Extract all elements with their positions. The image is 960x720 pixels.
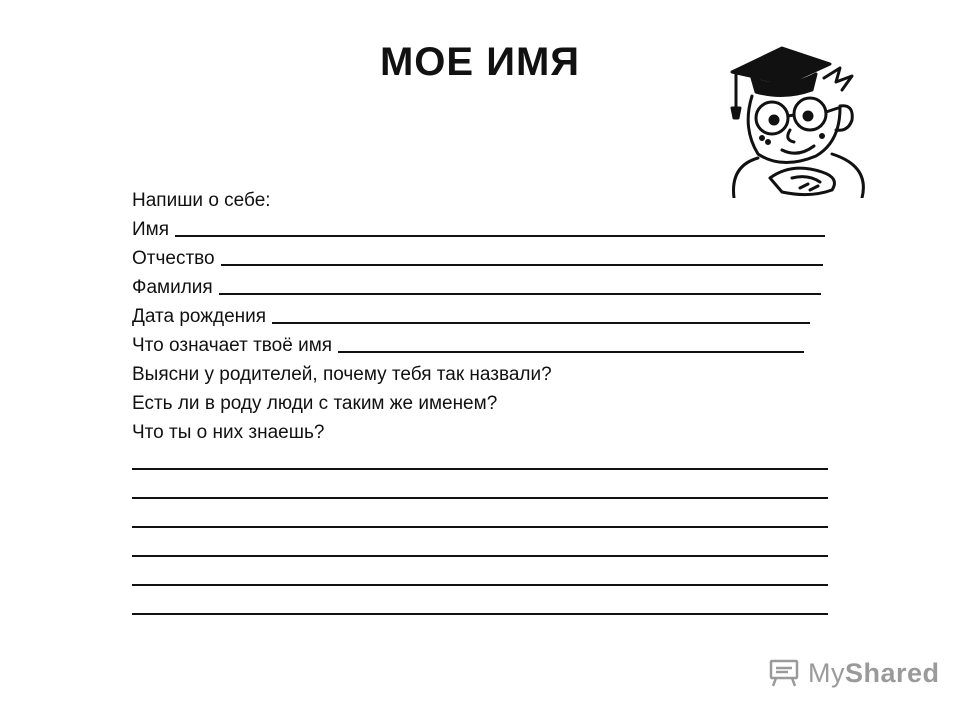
student-cartoon-illustration — [712, 38, 882, 198]
field-row-surname — [132, 273, 852, 302]
field-row-patronymic — [132, 244, 852, 273]
field-line-surname[interactable] — [219, 293, 821, 295]
myshared-watermark — [768, 656, 940, 690]
answer-line[interactable] — [132, 505, 852, 534]
field-row-birth-date — [132, 302, 852, 331]
field-label-patronymic: Отчество — [132, 248, 215, 269]
field-label-first-name: Имя — [132, 219, 170, 240]
answer-line[interactable] — [132, 534, 852, 563]
field-line-name-meaning[interactable] — [338, 351, 804, 353]
question-why-named: Выясни у родителей, почему тебя так назвали? — [132, 364, 552, 385]
field-line-birth-date[interactable] — [272, 322, 810, 324]
field-label-surname: Фамилия — [132, 277, 213, 298]
field-row-name-meaning — [132, 331, 852, 360]
watermark-prefix: My — [808, 657, 845, 688]
field-label-name-meaning: Что означает твоё имя — [132, 335, 333, 356]
watermark-brand: Shared — [845, 657, 940, 688]
questionnaire-form — [132, 186, 852, 621]
page-title: МОЕ ИМЯ — [379, 40, 581, 84]
intro-text: Напиши о себе: — [132, 190, 271, 211]
answer-line[interactable] — [132, 563, 852, 592]
question-relatives-same-name: Есть ли в роду люди с таким же именем? — [132, 393, 498, 414]
answer-line[interactable] — [132, 476, 852, 505]
answer-line[interactable] — [132, 447, 852, 476]
field-line-first-name[interactable] — [175, 235, 825, 237]
answer-line[interactable] — [132, 592, 852, 621]
watermark-text — [808, 658, 940, 689]
question-what-you-know: Что ты о них знаешь? — [132, 422, 325, 443]
field-label-birth-date: Дата рождения — [132, 306, 267, 327]
field-line-patronymic[interactable] — [221, 264, 823, 266]
field-row-first-name — [132, 215, 852, 244]
presentation-board-icon — [768, 658, 804, 688]
